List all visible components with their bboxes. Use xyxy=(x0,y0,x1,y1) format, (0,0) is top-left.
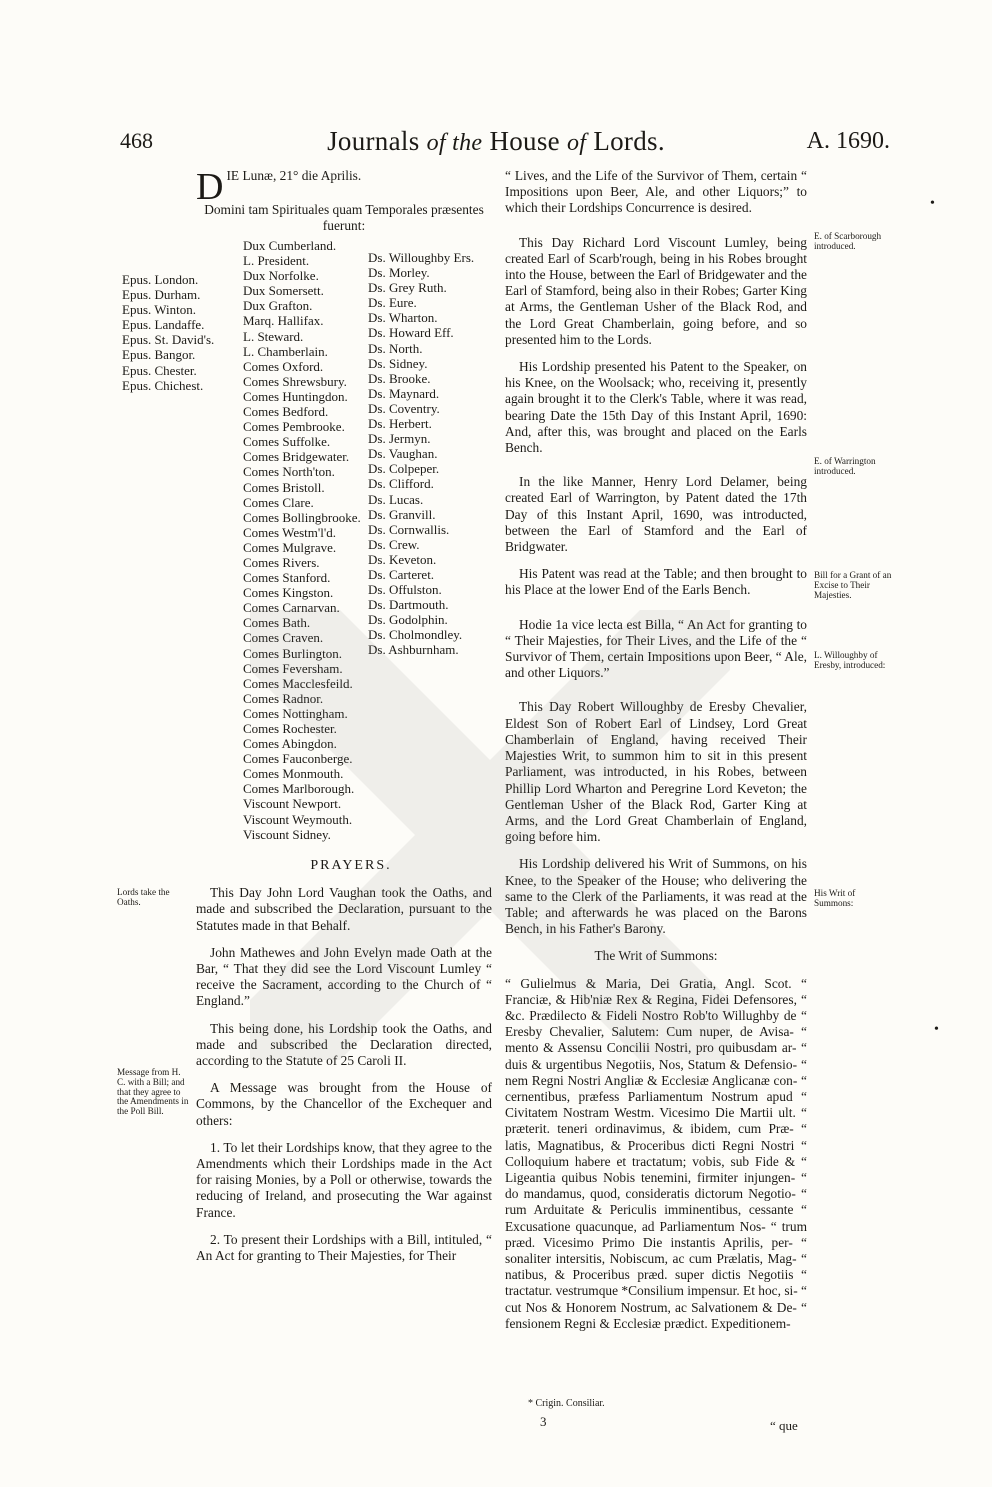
page-year: A. 1690. xyxy=(806,128,890,154)
temporal-lord-entry: Comes Bedford. xyxy=(243,404,329,420)
title-word-lords: Lords. xyxy=(593,126,665,156)
para-writ: His Lordship delivered his Writ of Summons, on his Knee, to the Speaker of the House; who delivering the same to the Clerk of the Parliaments, it was read at the Table; and afterwards he was placed on the Barons Bench, in his Father's Barony. xyxy=(505,856,807,937)
temporal-lord-entry: Marq. Hallifax. xyxy=(243,313,324,329)
temporal-lord-entry: Comes Craven. xyxy=(243,630,324,646)
baron-entry: Ds. Keveton. xyxy=(368,551,437,567)
para-patent2: His Patent was read at the Table; and then brought to his Place at the lower End of the Earls Bench. xyxy=(505,566,807,598)
temporal-lord-entry: Dux Somersett. xyxy=(243,283,324,299)
temporal-lord-entry: Comes Suffolke. xyxy=(243,434,331,450)
margin-writ: His Writ of Summons: xyxy=(814,888,856,908)
signature-mark: 3 xyxy=(540,1414,547,1429)
temporal-lord-entry: Viscount Sidney. xyxy=(243,826,331,842)
bishop-entry: Epus. Winton. xyxy=(122,302,196,318)
left-column-lower xyxy=(196,858,492,1275)
temporal-lord-entry: Comes Bridgewater. xyxy=(243,449,350,465)
temporal-lord-entry: L. Steward. xyxy=(243,328,304,344)
temporal-lord-entry: Dux Norfolke. xyxy=(243,268,319,284)
margin-bill-grant: Bill for a Grant of an Excise to Their Majesties. xyxy=(814,570,892,600)
margin-willoughby: L. Willoughby of Eresby, introduced: xyxy=(814,650,886,670)
temporal-lord-entry: Viscount Weymouth. xyxy=(243,811,353,827)
baron-entry: Ds. Eure. xyxy=(368,295,417,311)
baron-entry: Ds. Carteret. xyxy=(368,566,435,582)
running-header xyxy=(0,128,992,164)
temporal-lord-entry: Comes North'ton. xyxy=(243,464,335,480)
temporal-lord-entry: Comes Clare. xyxy=(243,494,314,510)
temporal-lords-list xyxy=(243,238,361,842)
temporal-lord-entry: L. Chamberlain. xyxy=(243,343,328,359)
para-item1: 1. To let their Lordships know, that they agree to the Amendments which their Lordships made in the Act for raising Monies, by a Poll or otherwise, towards the reducing of Ireland, and prosecuting the War against France. xyxy=(196,1139,492,1220)
para-oaths: This Day John Lord Vaughan took the Oaths, and made and subscribed the Declaration, pursuant to the Statutes made in that Behalf. xyxy=(196,885,492,933)
temporal-lord-entry: Comes Stanford. xyxy=(243,570,331,586)
bishop-entry: Epus. London. xyxy=(122,272,199,287)
baron-entry: Ds. Vaughan. xyxy=(368,446,438,462)
bishop-entry: Epus. Chichest. xyxy=(122,377,204,393)
baron-entry: Ds. Granvill. xyxy=(368,506,436,522)
temporal-lord-entry: Comes Carnarvan. xyxy=(243,600,340,616)
temporal-lord-entry: Comes Mulgrave. xyxy=(243,539,337,555)
temporal-lord-entry: Comes Bath. xyxy=(243,615,311,631)
temporal-lord-entry: Dux Grafton. xyxy=(243,298,313,314)
left-column xyxy=(196,168,492,236)
temporal-lord-entry: Comes Westm'l'd. xyxy=(243,524,336,540)
footnote: * Crigin. Consiliar. xyxy=(528,1398,605,1409)
baron-entry: Ds. Crew. xyxy=(368,536,420,552)
temporal-lord-entry: Dux Cumberland. xyxy=(243,238,337,253)
sitting-date xyxy=(196,166,492,208)
barons-list xyxy=(368,250,474,658)
baron-entry: Ds. North. xyxy=(368,340,423,356)
baron-entry: Ds. Colpeper. xyxy=(368,461,440,477)
bishop-entry: Epus. Landaffe. xyxy=(122,317,205,333)
margin-message: Message from H. C. with a Bill; and that they agree to the Amendments in the Poll Bill. xyxy=(117,1067,189,1117)
para-latin-writ: “ Gulielmus & Maria, Dei Gratia, Angl. Scot. “ Franciæ, & Hib'niæ Rex & Regina, Fidei Defensores, “ &c. Prædilecto & Fideli Nostro Rob'to Willughby de “ Eresby Chevalier, Salutem: Cum nuper, de Avisa- “ mento & Assensu Concilii Nostri, pro quibusdam ar- “ duis & urgentibus Negotiis, Nos, Statum & Defensio- “ nem Regni Nostri Angliæ & Ecclesiæ Anglicanæ con- “ cernentibus, præfess Parliamentum Nostrum apud “ Civitatem Nostram Westm. Vicesimo Die Martii ult. “ præterit. teneri ordinavimus, & ibidem, cum Præ- “ latis, Magnatibus, & Proceribus dicti Regni Nostri “ Colloquium habere et tractatum; vobis, sub Fide & “ Ligeantia quibus Nobis tenemini, firmiter injungen- “ do mandamus, quod, consideratis dictorum Negotio- “ rum Arduitate & Periculis imminentibus, cessante “ Excusatione quacunque, ad Parliamentum Nos- “ trum præd. Vicesimo Primo Die instantis Aprilis, per- “ sonaliter intersitis, Nobiscum, ac cum Prælatis, Mag- “ natibus, & Proceribus præd. super dictis Negotiis “ tractatur. vestrumque *Consilium impensur. Et hoc, si- “ cut Nos & Honorem Nostrum, ac Salvationem & De- “ fensionem Regni & Ecclesiæ prædict. Expeditionem- xyxy=(505,975,807,1331)
temporal-lord-entry: Comes Nottingham. xyxy=(243,705,348,721)
temporal-lord-entry: Comes Abingdon. xyxy=(243,736,337,752)
baron-entry: Ds. Clifford. xyxy=(368,476,434,492)
para-continuation: “ Lives, and the Life of the Survivor of Them, certain “ Impositions upon Beer, Ale, and other Liquors;” to which their Lordships Concurrence is desired. xyxy=(505,168,807,216)
baron-entry: Ds. Dartmouth. xyxy=(368,597,449,613)
para-item2: 2. To present their Lordships with a Bill, intituled, “ An Act for granting to Their Majesties, for Their xyxy=(196,1231,492,1264)
para-mathewes: John Mathewes and John Evelyn made Oath at the Bar, “ That they did see the Lord Viscount Lumley “ receive the Sacrament, according to the Church of “ England.” xyxy=(196,944,492,1009)
date-dropcap: D xyxy=(196,166,224,208)
baron-entry: Ds. Brooke. xyxy=(368,370,431,386)
bishop-entry: Epus. Bangor. xyxy=(122,347,196,363)
baron-entry: Ds. Godolphin. xyxy=(368,612,448,628)
baron-entry: Ds. Wharton. xyxy=(368,310,438,326)
baron-entry: Ds. Jermyn. xyxy=(368,431,431,447)
writ-heading: The Writ of Summons: xyxy=(594,948,718,964)
baron-entry: Ds. Grey Ruth. xyxy=(368,280,447,296)
baron-entry: Ds. Lucas. xyxy=(368,491,424,507)
para-hodie: Hodie 1a vice lecta est Billa, “ An Act for granting to “ Their Majesties, for Their Lives, and the Life of the “ Survivor of Them, certain Impositions upon Beer, “ Ale, and other Liquors.” xyxy=(505,616,807,681)
present-heading: Domini tam Spirituales quam Temporales præsentes fuerunt: xyxy=(204,202,484,234)
baron-entry: Ds. Cornwallis. xyxy=(368,521,450,537)
para-lumley: This Day Richard Lord Viscount Lumley, being created Earl of Scarb'rough, being in his Robes brought into the House, between the Earl of Bridgewater and the Earl of Stamford, being also in their Robes; Garter King at Arms, the Gentleman Usher of the Black Rod, and the Lord Great Chamberlain, going before, and so presented him to the Lords. xyxy=(505,234,807,347)
temporal-lord-entry: Comes Marlborough. xyxy=(243,781,355,797)
temporal-lord-entry: Comes Oxford. xyxy=(243,358,324,374)
margin-warrington: E. of Warrington introduced. xyxy=(814,456,876,476)
title-word-ofthe: of the xyxy=(426,130,483,156)
temporal-lord-entry: Comes Pembrooke. xyxy=(243,419,345,435)
margin-lords-oaths: Lords take the Oaths. xyxy=(117,887,170,907)
bishops-list xyxy=(122,272,214,393)
baron-entry: Ds. Cholmondley. xyxy=(368,627,463,643)
baron-entry: Ds. Sidney. xyxy=(368,355,428,371)
page-number: 468 xyxy=(120,128,153,153)
bishop-entry: Epus. Durham. xyxy=(122,287,201,303)
bishop-entry: Epus. St. David's. xyxy=(122,332,215,348)
temporal-lord-entry: Comes Huntingdon. xyxy=(243,388,348,404)
baron-entry: Ds. Willoughby Ers. xyxy=(368,250,475,265)
temporal-lord-entry: Comes Burlington. xyxy=(243,645,342,661)
baron-entry: Ds. Maynard. xyxy=(368,385,440,401)
para-delamer: In the like Manner, Henry Lord Delamer, being created Earl of Warrington, by Patent dated the 17th Day of this Instant April, 1690, was introducted, between the Earl of Stamford and the Earl of Bridgwater. xyxy=(505,474,807,555)
title-word-of: of xyxy=(567,130,587,156)
temporal-lord-entry: Comes Rochester. xyxy=(243,721,337,736)
baron-entry: Ds. Howard Eff. xyxy=(368,325,454,341)
para-patent: His Lordship presented his Patent to the Speaker, on his Knee, on the Woolsack; who, receiving it, presently again brought it to the Clerk's Table, where it was read, bearing Date the 15th Day of this Instant April, 1690: And, after this, was brought and placed on the Earls Bench. xyxy=(505,359,807,456)
temporal-lord-entry: Comes Bollingbrooke. xyxy=(243,509,361,525)
temporal-lord-entry: L. President. xyxy=(243,253,310,269)
temporal-lord-entry: Viscount Newport. xyxy=(243,796,342,812)
temporal-lord-entry: Comes Radnor. xyxy=(243,690,324,706)
bishop-entry: Epus. Chester. xyxy=(122,362,197,378)
temporal-lord-entry: Comes Bristoll. xyxy=(243,479,325,495)
baron-entry: Ds. Ashburnham. xyxy=(368,642,459,658)
prayers-heading: PRAYERS. xyxy=(310,858,392,873)
baron-entry: Ds. Offulston. xyxy=(368,582,442,598)
page-speck-2: • xyxy=(934,1022,939,1037)
margin-scarborough: E. of Scarborough introduced. xyxy=(814,231,882,251)
para-willoughby: This Day Robert Willoughby de Eresby Chevalier, Eldest Son of Robert Earl of Lindsey, Lord Great Chamberlain of England, having received Their Majesties Writ, to summon him to sit in this present Parliament, was introducted, in his Robes, between Phillip Lord Wharton and Peregrine Lord Keveton; the Gentleman Usher of the Black Rod, Garter King at Arms, and the Lord Great Chamberlain of England, going before him. xyxy=(505,699,807,845)
title-word-house: House xyxy=(489,126,560,156)
temporal-lord-entry: Comes Fauconberge. xyxy=(243,751,353,767)
temporal-lord-entry: Comes Shrewsbury. xyxy=(243,373,347,389)
para-message: A Message was brought from the House of Commons, by the Chancellor of the Exchequer and others: xyxy=(196,1080,492,1128)
temporal-lord-entry: Comes Feversham. xyxy=(243,660,343,676)
right-column xyxy=(505,168,807,1343)
catchword: “ que xyxy=(770,1418,798,1433)
baron-entry: Ds. Morley. xyxy=(368,265,430,281)
temporal-lord-entry: Comes Monmouth. xyxy=(243,766,344,782)
temporal-lord-entry: Comes Rivers. xyxy=(243,554,320,570)
baron-entry: Ds. Herbert. xyxy=(368,416,432,432)
title-word-journals: Journals xyxy=(327,126,420,156)
page-speck: • xyxy=(930,196,935,211)
baron-entry: Ds. Coventry. xyxy=(368,400,440,416)
temporal-lord-entry: Comes Macclesfeild. xyxy=(243,675,353,691)
date-text: IE Lunæ, 21° die Aprilis. xyxy=(226,168,362,183)
para-done: This being done, his Lordship took the Oaths, and made and subscribed the Declaration directed, according to the Statute of 25 Caroli II. xyxy=(196,1020,492,1069)
temporal-lord-entry: Comes Kingston. xyxy=(243,585,334,601)
